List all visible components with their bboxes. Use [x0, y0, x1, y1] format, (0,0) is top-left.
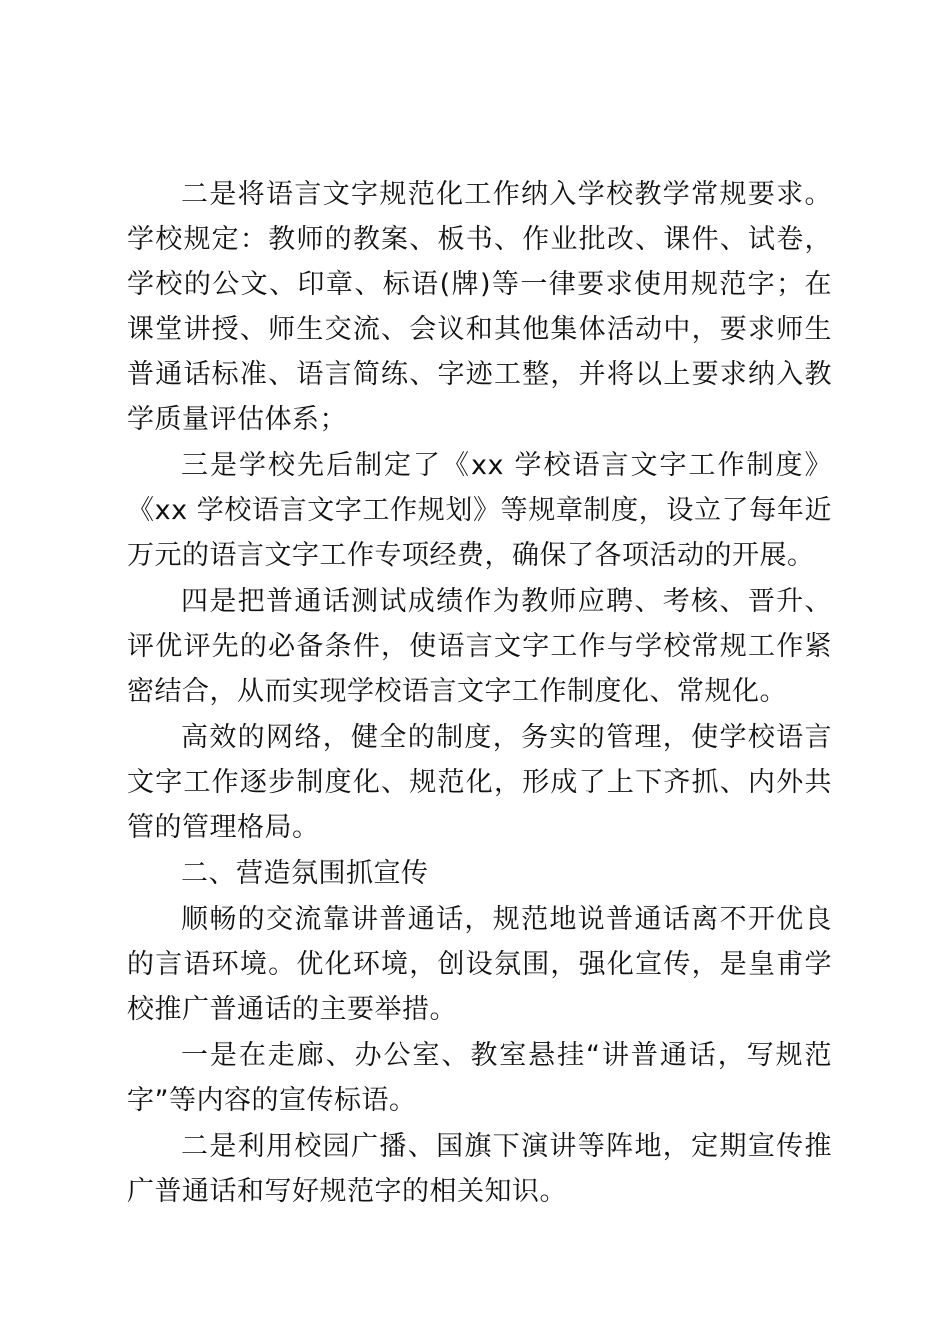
- document-body: [127, 172, 832, 1215]
- paragraph-broadcast: 二是利用校园广播、国旗下演讲等阵地，定期宣传推广普通话和写好规范字的相关知识。: [127, 1131, 832, 1207]
- paragraph-mandarin-test-requirement: 四是把普通话测试成绩作为教师应聘、考核、晋升、评优评先的必备条件，使语言文字工作与学校常规工作紧密结合，从而实现学校语言文字工作制度化、常规化。: [127, 586, 832, 707]
- paragraph-rules-and-funding: 三是学校先后制定了《xx 学校语言文字工作制度》《xx 学校语言文字工作规划》等规章制度，设立了每年近万元的语言文字工作专项经费，确保了各项活动的开展。: [127, 450, 832, 571]
- paragraph-slogans: 一是在走廊、办公室、教室悬挂“讲普通话，写规范字”等内容的宣传标语。: [127, 1040, 832, 1116]
- section-heading-publicity: 二、营造氛围抓宣传: [181, 858, 429, 889]
- paragraph-environment: 顺畅的交流靠讲普通话，规范地说普通话离不开优良的言语环境。优化环境，创设氛围，强化宣传，是皇甫学校推广普通话的主要举措。: [127, 904, 832, 1025]
- paragraph-standardization-requirements: 二是将语言文字规范化工作纳入学校教学常规要求。学校规定：教师的教案、板书、作业批改、课件、试卷，学校的公文、印章、标语(牌)等一律要求使用规范字；在课堂讲授、师生交流、会议和其他集体活动中，要求师生普通话标准、语言简练、字迹工整，并将以上要求纳入教学质量评估体系；: [127, 179, 832, 435]
- paragraph-management-summary: 高效的网络，健全的制度，务实的管理，使学校语言文字工作逐步制度化、规范化，形成了上下齐抓、内外共管的管理格局。: [127, 722, 832, 843]
